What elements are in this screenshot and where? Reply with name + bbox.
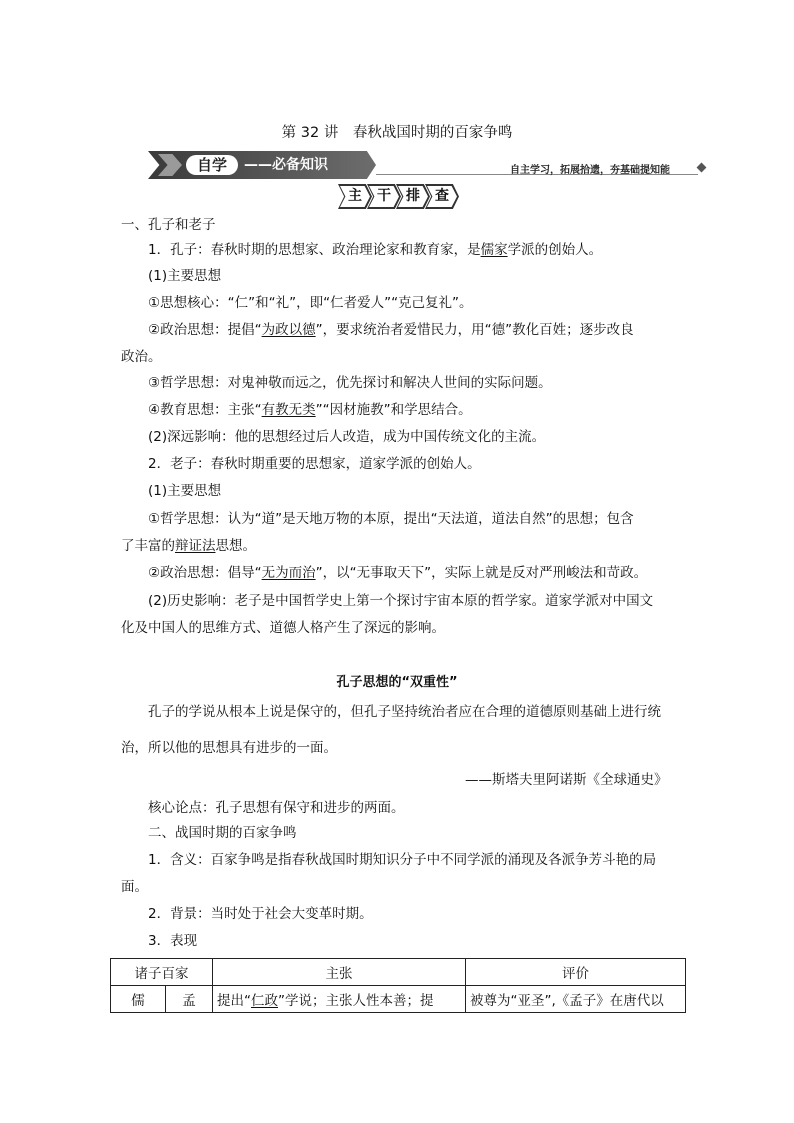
cell-claim: 提出“仁政”学说；主张人性本善；提 — [213, 986, 466, 1013]
subheading-main-ideas: (1)主要思想 — [148, 268, 222, 284]
badge-cha: 查 — [435, 188, 449, 204]
heading-confucius-laozi: 一、孔子和老子 — [121, 217, 216, 233]
para-laozi-philosophy-cont: 了丰富的辩证法思想。 — [121, 538, 256, 554]
para-meaning: 1．含义：百家争鸣是指春秋战国时期知识分子中不同学派的涌现及各派争芳斗艳的局 — [148, 852, 657, 868]
para-laozi-philosophy: ①哲学思想：认为“道”是天地万物的本原，提出“天法道，道法自然”的思想；包含 — [148, 511, 634, 527]
banner-slogan: 自主学习，拓展拾遗，夯基础提知能 — [510, 165, 670, 176]
header-evaluation: 评价 — [466, 959, 686, 986]
table-header-row — [111, 959, 686, 986]
para-influence: (2)深远影响：他的思想经过后人改造，成为中国传统文化的主流。 — [148, 429, 546, 445]
section-banner — [148, 151, 708, 181]
key-term: 为政以德 — [261, 322, 316, 338]
header-claims: 主张 — [213, 959, 466, 986]
cell-school: 儒 — [111, 986, 166, 1013]
schools-table — [110, 958, 686, 1013]
para-education: ④教育思想：主张“有教无类”“因材施教”和学思结合。 — [148, 402, 472, 418]
para-laozi-politics: ②政治思想：倡导“无为而治”，以“无事取天下”，实际上就是反对严刑峻法和苛政。 — [148, 565, 648, 581]
quote-title: 孔子思想的“双重性” — [336, 675, 458, 690]
banner-title: ——必备知识 — [244, 157, 328, 173]
para-background: 2．背景：当时处于社会大变革时期。 — [148, 906, 373, 922]
cell-person: 孟 — [166, 986, 213, 1013]
badge-pai: 排 — [406, 188, 420, 204]
badge-zhu: 主 — [348, 188, 362, 204]
para-politics-cont: 政治。 — [121, 349, 162, 365]
para-core: ①思想核心：“仁”和“礼”，即“仁者爱人”“克己复礼”。 — [148, 295, 473, 311]
key-term: 辩证法 — [175, 538, 216, 554]
quote-source: ——斯塔夫里阿诺斯《全球通史》 — [465, 772, 668, 788]
key-term: 无为而治 — [261, 565, 316, 581]
para-politics: ②政治思想：提倡“为政以德”，要求统治者爱惜民力，用“德”教化百姓；逐步改良 — [148, 322, 634, 338]
para-laozi: 2．老子：春秋时期重要的思想家，道家学派的创始人。 — [148, 456, 481, 472]
para-manifestation: 3．表现 — [148, 933, 198, 949]
key-term: 儒家 — [480, 242, 508, 258]
table-row — [111, 986, 686, 1013]
subheading-main-ideas-2: (1)主要思想 — [148, 483, 222, 499]
para-laozi-impact-cont: 化及中国人的思维方式、道德人格产生了深远的影响。 — [121, 620, 445, 636]
banner-badge-text: 自学 — [196, 156, 227, 174]
key-term: 仁政 — [251, 993, 278, 1009]
para-laozi-impact: (2)历史影响：老子是中国哲学史上第一个探讨宇宙本原的哲学家。道家学派对中国文 — [148, 593, 654, 609]
quote-line-1: 孔子的学说从根本上说是保守的，但孔子坚持统治者应在合理的道德原则基础上进行统 — [148, 704, 661, 720]
diamond-icon — [697, 163, 707, 173]
core-argument: 核心论点：孔子思想有保守和进步的两面。 — [148, 800, 405, 816]
header-schools: 诸子百家 — [111, 959, 213, 986]
badge-gan: 干 — [377, 188, 391, 204]
page-title: 第 32 讲 春秋战国时期的百家争鸣 — [281, 125, 513, 141]
key-term: 有教无类 — [261, 402, 316, 418]
para-confucius: 1．孔子：春秋时期的思想家、政治理论家和教育家，是儒家学派的创始人。 — [148, 242, 603, 258]
para-meaning-cont: 面。 — [121, 879, 148, 895]
heading-hundred-schools: 二、战国时期的百家争鸣 — [148, 825, 297, 841]
cell-evaluation: 被尊为“亚圣”,《孟子》在唐代以 — [466, 986, 686, 1013]
para-philosophy: ③哲学思想：对鬼神敬而远之，优先探讨和解决人世间的实际问题。 — [148, 375, 552, 391]
quote-line-2: 治，所以他的思想具有进步的一面。 — [121, 740, 337, 756]
